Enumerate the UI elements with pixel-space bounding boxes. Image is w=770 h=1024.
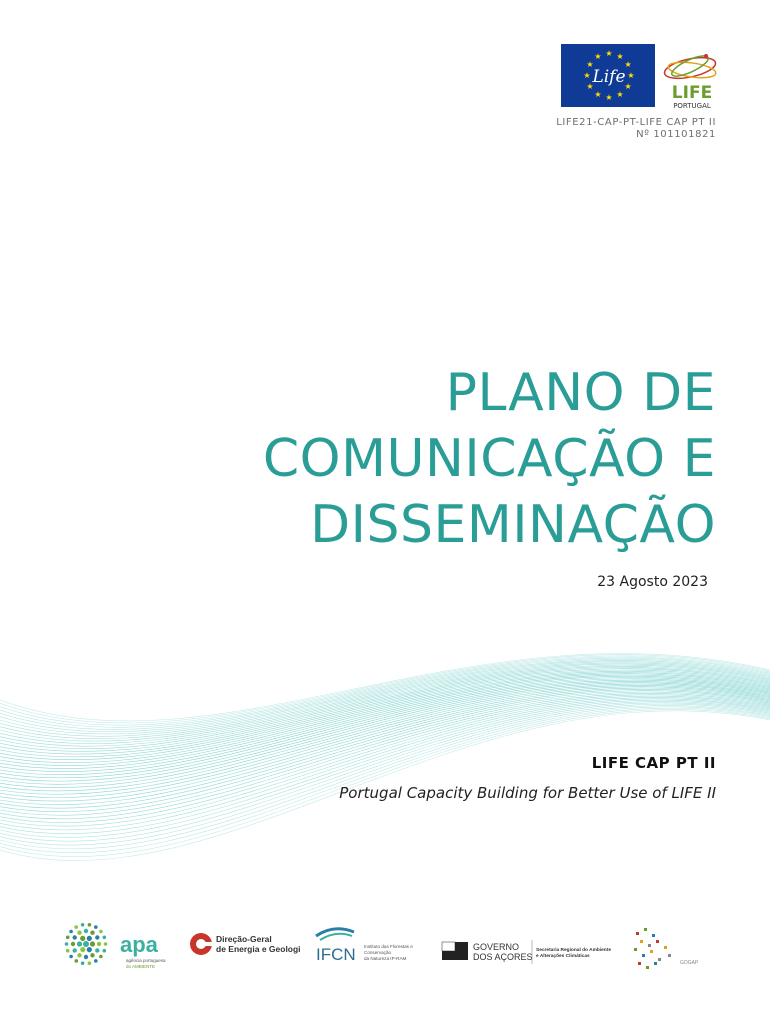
apa-dot	[95, 948, 99, 952]
eu-star-icon: ★	[627, 71, 635, 80]
apa-dot	[87, 936, 92, 941]
apa-dot	[65, 942, 69, 946]
apa-dot	[75, 959, 79, 963]
reference-code: LIFE21-CAP-PT-LIFE CAP PT II	[556, 117, 716, 128]
gogap-mark	[646, 966, 649, 969]
apa-logo	[62, 918, 172, 978]
gogap-mark	[636, 932, 639, 935]
eu-star-icon: ★	[594, 90, 602, 100]
apa-dot	[69, 955, 73, 959]
gogap-emblem-icon	[628, 918, 708, 978]
eu-star-icon: ★	[624, 60, 632, 69]
apa-dot	[94, 959, 98, 963]
apa-dot	[95, 935, 99, 939]
eu-life-logo	[561, 44, 655, 107]
apa-tagline-2: do AMBIENTE	[126, 964, 156, 969]
apa-dot	[99, 955, 103, 959]
dgeg-logo	[188, 918, 300, 978]
apa-dot	[103, 949, 107, 953]
apa-dot	[90, 931, 94, 935]
apa-emblem-icon	[62, 918, 172, 978]
apa-dot	[88, 961, 92, 965]
acores-line-2: DOS AÇORES	[473, 952, 533, 962]
acores-dept-2: e Alterações Climáticas	[536, 954, 590, 959]
apa-dot	[80, 947, 85, 952]
apa-dot	[90, 941, 95, 946]
eu-star-icon: ★	[616, 90, 624, 100]
governo-acores-logo	[440, 918, 620, 978]
apa-dot	[69, 930, 73, 934]
eu-star-icon: ★	[594, 51, 602, 61]
apa-dot	[97, 942, 101, 946]
eu-stars-icon	[561, 44, 655, 107]
apa-dot	[71, 942, 75, 946]
ifcn-logo	[314, 918, 426, 978]
gogap-mark	[640, 940, 643, 943]
apa-dot	[84, 955, 88, 959]
dgeg-line-2: de Energia e Geologia	[216, 944, 300, 954]
gogap-mark	[650, 950, 653, 953]
life-logo-text: LIFE	[671, 83, 713, 103]
gogap-mark	[638, 962, 641, 965]
eu-star-icon: ★	[586, 60, 594, 69]
apa-tagline-1: agência portuguesa	[126, 958, 166, 963]
apa-dot	[66, 949, 70, 953]
apa-dot	[99, 930, 103, 934]
project-block	[339, 754, 716, 802]
apa-dot	[84, 929, 88, 933]
eu-star-icon: ★	[616, 51, 624, 61]
project-subtitle: Portugal Capacity Building for Better Use of LIFE II	[339, 784, 716, 802]
eu-logo-text: Life	[592, 67, 626, 87]
eu-star-icon: ★	[583, 71, 591, 80]
gogap-mark	[652, 934, 655, 937]
ifcn-line-2: Conservação	[364, 950, 392, 955]
eu-star-icon: ★	[605, 93, 613, 102]
project-reference	[556, 117, 716, 141]
partner-logos	[0, 918, 770, 978]
apa-dot	[81, 923, 85, 927]
gogap-mark	[656, 940, 659, 943]
title-line-3: DISSEMINAÇÃO	[310, 495, 716, 555]
apa-dot	[90, 953, 94, 957]
dgeg-line-1: Direção-Geral	[216, 934, 272, 944]
gogap-mark	[642, 954, 645, 957]
gogap-mark	[648, 944, 651, 947]
document-date: 23 Agosto 2023	[597, 574, 708, 590]
ifcn-line-1: Instituto das Florestas e	[364, 944, 413, 949]
life-portugal-logo	[660, 46, 726, 110]
apa-dot	[74, 925, 78, 929]
dgeg-emblem-icon	[188, 918, 300, 978]
apa-dot	[66, 936, 70, 940]
gogap-logo	[628, 918, 708, 978]
reference-number: Nº 101101821	[636, 129, 716, 140]
apa-dot	[103, 936, 107, 940]
title-line-2: COMUNICAÇÃO E	[262, 429, 716, 489]
gogap-mark	[644, 928, 647, 931]
document-title	[156, 360, 716, 558]
acores-dept-1: Secretaria Regional do Ambiente	[536, 948, 611, 953]
apa-dot	[80, 936, 85, 941]
project-title: LIFE CAP PT II	[591, 754, 716, 772]
gogap-name: GOGAP	[680, 960, 699, 966]
apa-dot	[73, 948, 77, 952]
apa-name: apa	[120, 932, 158, 957]
eu-star-icon: ★	[586, 82, 594, 91]
gogap-mark	[664, 946, 667, 949]
apa-dot	[88, 923, 92, 927]
life-logo-subtext: PORTUGAL	[673, 102, 711, 110]
gogap-mark	[658, 958, 661, 961]
eu-star-icon: ★	[624, 82, 632, 91]
ifcn-name: IFCN	[316, 945, 356, 964]
apa-dot	[94, 925, 98, 929]
title-line-1: PLANO DE	[445, 363, 716, 423]
wave-line	[0, 668, 770, 749]
gogap-mark	[634, 948, 637, 951]
apa-dot	[73, 935, 77, 939]
apa-dot	[81, 961, 85, 965]
apa-dot	[87, 947, 92, 952]
apa-dot	[83, 941, 89, 947]
apa-dot	[104, 942, 108, 946]
apa-dot	[77, 941, 82, 946]
gogap-mark	[654, 962, 657, 965]
ifcn-line-3: da Natureza IP-RAM	[364, 956, 407, 961]
ifcn-emblem-icon	[314, 918, 426, 978]
gogap-mark	[668, 954, 671, 957]
eu-star-icon: ★	[605, 49, 613, 58]
acores-emblem-icon	[440, 918, 620, 978]
acores-line-1: GOVERNO	[473, 942, 520, 952]
apa-dot	[77, 953, 81, 957]
life-swirl-icon	[660, 46, 726, 110]
apa-dot	[77, 931, 81, 935]
